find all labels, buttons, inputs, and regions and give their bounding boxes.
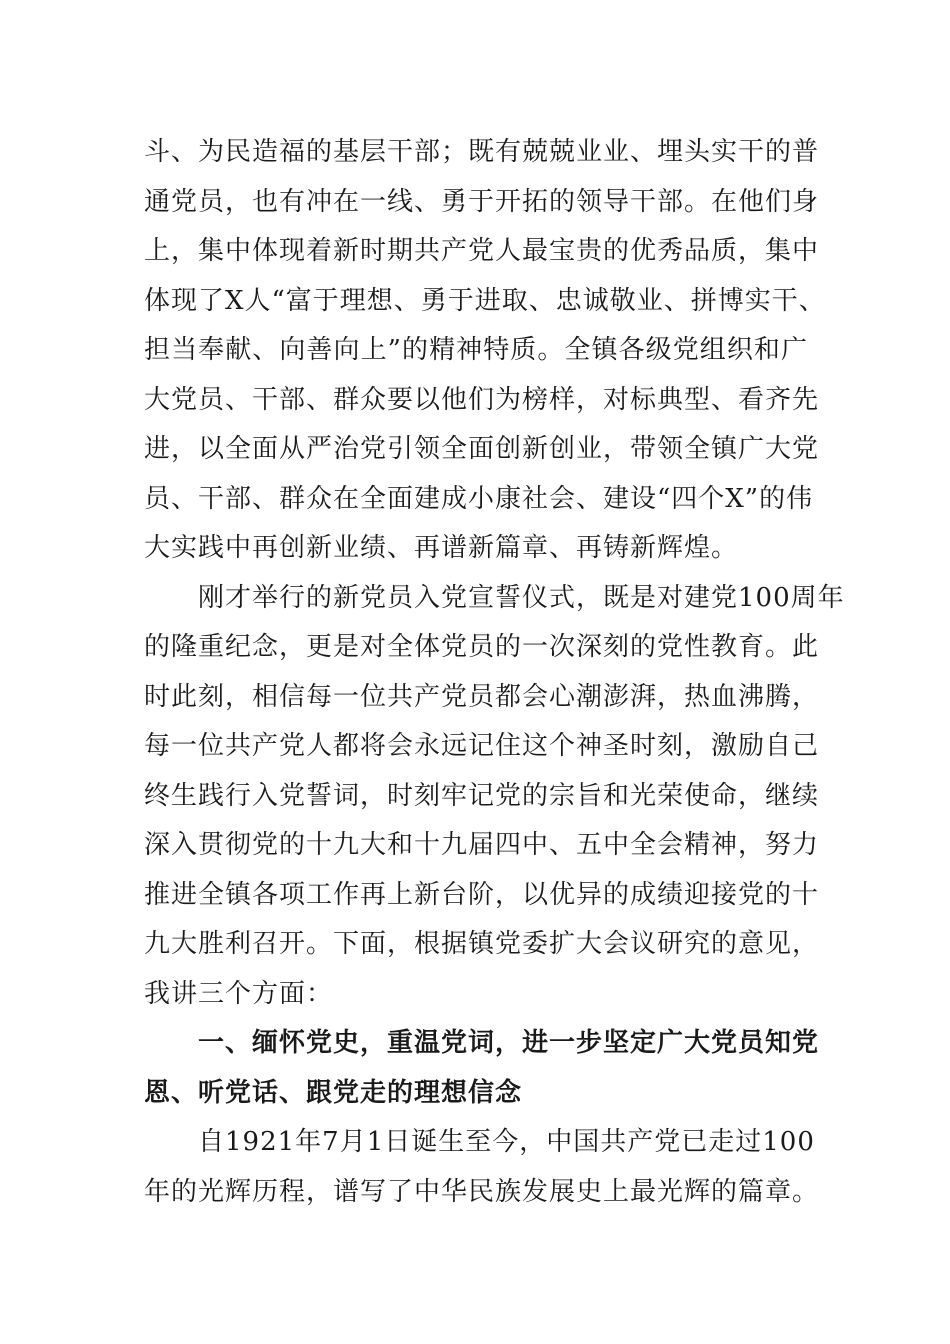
text-line: 深入贯彻党的十九大和十九届四中、五中全会精神，努力: [144, 830, 820, 860]
text-line: 担当奉献、向善向上”的精神特质。全镇各级党组织和广: [144, 335, 808, 365]
text-line: 刚才举行的新党员入党宣誓仪式，既是对建党100周年: [198, 582, 845, 613]
text-line: 推进全镇各项工作再上新台阶，以优异的成绩迎接党的十: [144, 879, 820, 910]
text-line: 自1921年7月1日诞生至今，中国共产党已走过100: [198, 1127, 815, 1157]
text-line: 终生践行入党誓词，时刻牢记党的宗旨和光荣使命，继续: [144, 780, 820, 811]
text-line: 上，集中体现着新时期共产党人最宝贵的优秀品质，集中: [144, 236, 820, 266]
text-line: 每一位共产党人都将会永远记住这个神圣时刻，激励自己: [144, 731, 820, 761]
text-line: 体现了X人“富于理想、勇于进取、忠诚敬业、拼博实干、: [144, 285, 826, 316]
text-line: 九大胜利召开。下面，根据镇党委扩大会议研究的意见，: [144, 929, 820, 959]
text-line: 斗、为民造福的基层干部；既有兢兢业业、埋头实干的普: [144, 137, 820, 167]
text-line: 进，以全面从严治党引领全面创新创业，带领全镇广大党: [144, 434, 820, 464]
section-heading-line: 一、缅怀党史，重温党词，进一步坚定广大党员知党: [198, 1028, 820, 1058]
text-line: 年的光辉历程，谱写了中华民族发展史上最光辉的篇章。: [144, 1176, 820, 1207]
text-line: 员、干部、群众在全面建成小康社会、建设“四个X”的伟: [144, 483, 814, 514]
text-line: 通党员，也有冲在一线、勇于开拓的领导干部。在他们身: [144, 186, 820, 217]
text-line: 我讲三个方面：: [144, 978, 334, 1009]
text-line: 大党员、干部、群众要以他们为榜样，对标典型、看齐先: [144, 384, 820, 415]
text-line: 时此刻，相信每一位共产党员都会心潮澎湃，热血沸腾，: [144, 681, 820, 712]
section-heading-line: 恩、听党话、跟党走的理想信念: [144, 1077, 523, 1108]
text-line: 的隆重纪念，更是对全体党员的一次深刻的党性教育。此: [144, 632, 820, 662]
text-line: 大实践中再创新业绩、再谱新篇章、再铸新辉煌。: [144, 533, 739, 563]
paragraph-continuation: [144, 128, 845, 1217]
